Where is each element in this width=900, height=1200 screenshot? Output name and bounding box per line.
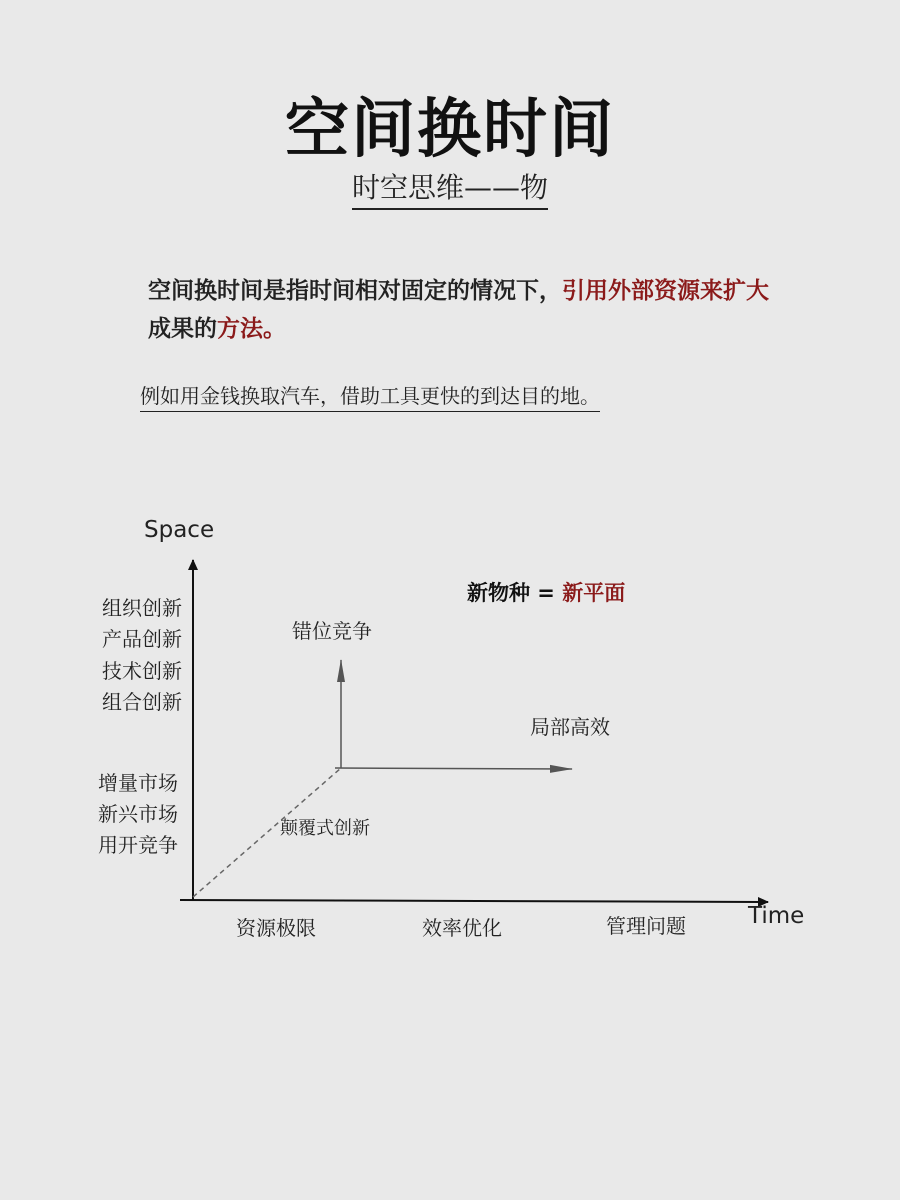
x-label-resource-limit: 资源极限	[236, 916, 316, 940]
right-arrow-label: 局部高效	[530, 715, 610, 739]
x-axis-label: Time	[748, 903, 805, 929]
right-arrow	[335, 768, 572, 769]
y-label-tech-innovation: 技术创新	[102, 659, 182, 683]
y-label-open-competition: 用开竞争	[98, 833, 178, 857]
intro-text-1: 空间换时间是指时间相对固定的情况下，	[148, 278, 562, 304]
intro-highlight-1: 引用外部资源来扩大	[562, 278, 769, 304]
x-axis	[180, 900, 768, 902]
intro-text-2: 成果的	[148, 316, 217, 342]
intro-highlight-2: 方法。	[217, 316, 286, 342]
y-label-product-innovation: 产品创新	[102, 627, 182, 651]
page-title: 空间换时间	[285, 93, 615, 167]
new-species-heading	[467, 581, 625, 605]
new-species-right: 新平面	[562, 581, 626, 605]
page-subtitle: 时空思维——物	[352, 166, 548, 210]
x-label-efficiency: 效率优化	[422, 916, 502, 940]
up-arrow-label: 错位竞争	[292, 619, 372, 643]
y-axis-label: Space	[144, 517, 215, 543]
y-label-emerging-market: 新兴市场	[98, 802, 178, 826]
diagonal-label: 颠覆式创新	[280, 818, 370, 839]
y-label-org-innovation: 组织创新	[102, 596, 182, 620]
example-sentence: 例如用金钱换取汽车，借助工具更快的到达目的地。	[140, 380, 600, 412]
x-label-management: 管理问题	[606, 914, 686, 938]
y-label-combo-innovation: 组合创新	[102, 690, 182, 714]
y-label-incremental-market: 增量市场	[98, 771, 178, 795]
new-species-left: 新物种 =	[467, 581, 563, 605]
